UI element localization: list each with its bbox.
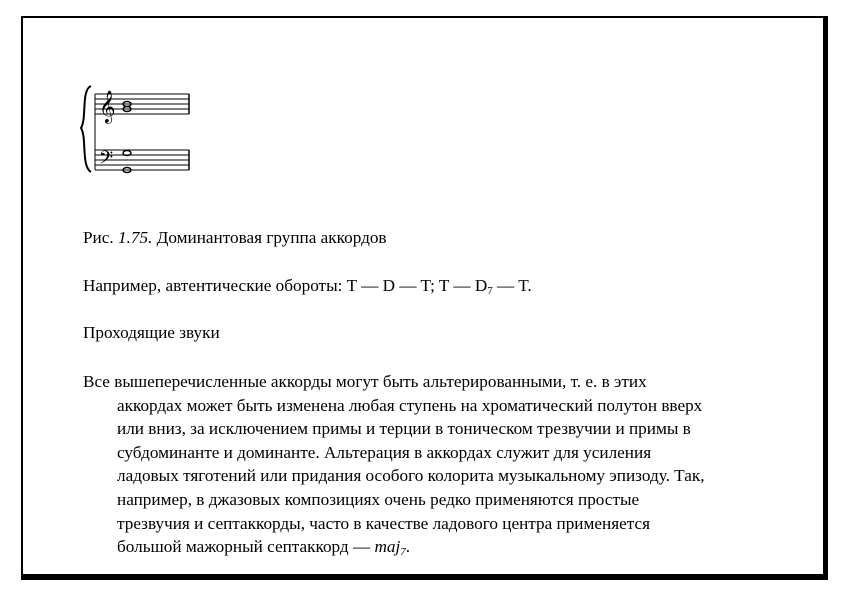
paragraph-line: аккордах может быть изменена любая ступень на хроматический полутон вверх — [117, 395, 703, 415]
paragraph-line: трезвучия и септаккорды, часто в качестве ладового центра применяется — [117, 513, 650, 533]
bass-clef: 𝄢 — [99, 148, 114, 173]
caption-text: Доминантовая группа аккордов — [156, 228, 387, 247]
treble-clef: 𝄞 — [99, 90, 116, 123]
paragraph-line: например, в джазовых композициях очень редко применяются простые — [117, 489, 640, 509]
subscript: 7 — [487, 285, 493, 297]
paragraph-line: большой мажорный септаккорд — maj$_7$. — [117, 537, 411, 559]
example-line: Например, автентические обороты: T — D — T; T — $D_7$ — T. — [83, 276, 532, 297]
caption-number: 1.75. — [117, 228, 153, 247]
paragraph-line: субдоминанте и доминанте. Альтерация в аккордах служит для усиления — [117, 442, 652, 462]
paragraph-line: или вниз, за исключением примы и терции в тоническом трезвучии и примы в — [117, 419, 691, 439]
caption-label: Рис. — [83, 228, 114, 247]
brace — [81, 86, 91, 172]
maj-symbol: maj — [374, 537, 401, 557]
note — [123, 151, 131, 156]
grand-staff-music-notation — [77, 80, 195, 178]
paragraph-line: ладовых тяготений или придания особого колорита музыкальному эпизоду. Так, — [117, 466, 705, 486]
section-heading: Проходящие звуки — [83, 323, 220, 342]
body-paragraph — [83, 370, 813, 559]
figure-caption — [83, 228, 387, 248]
paragraph-line: Все вышеперечисленные аккорды могут быть альтерированными, т. е. в этих — [83, 372, 647, 391]
